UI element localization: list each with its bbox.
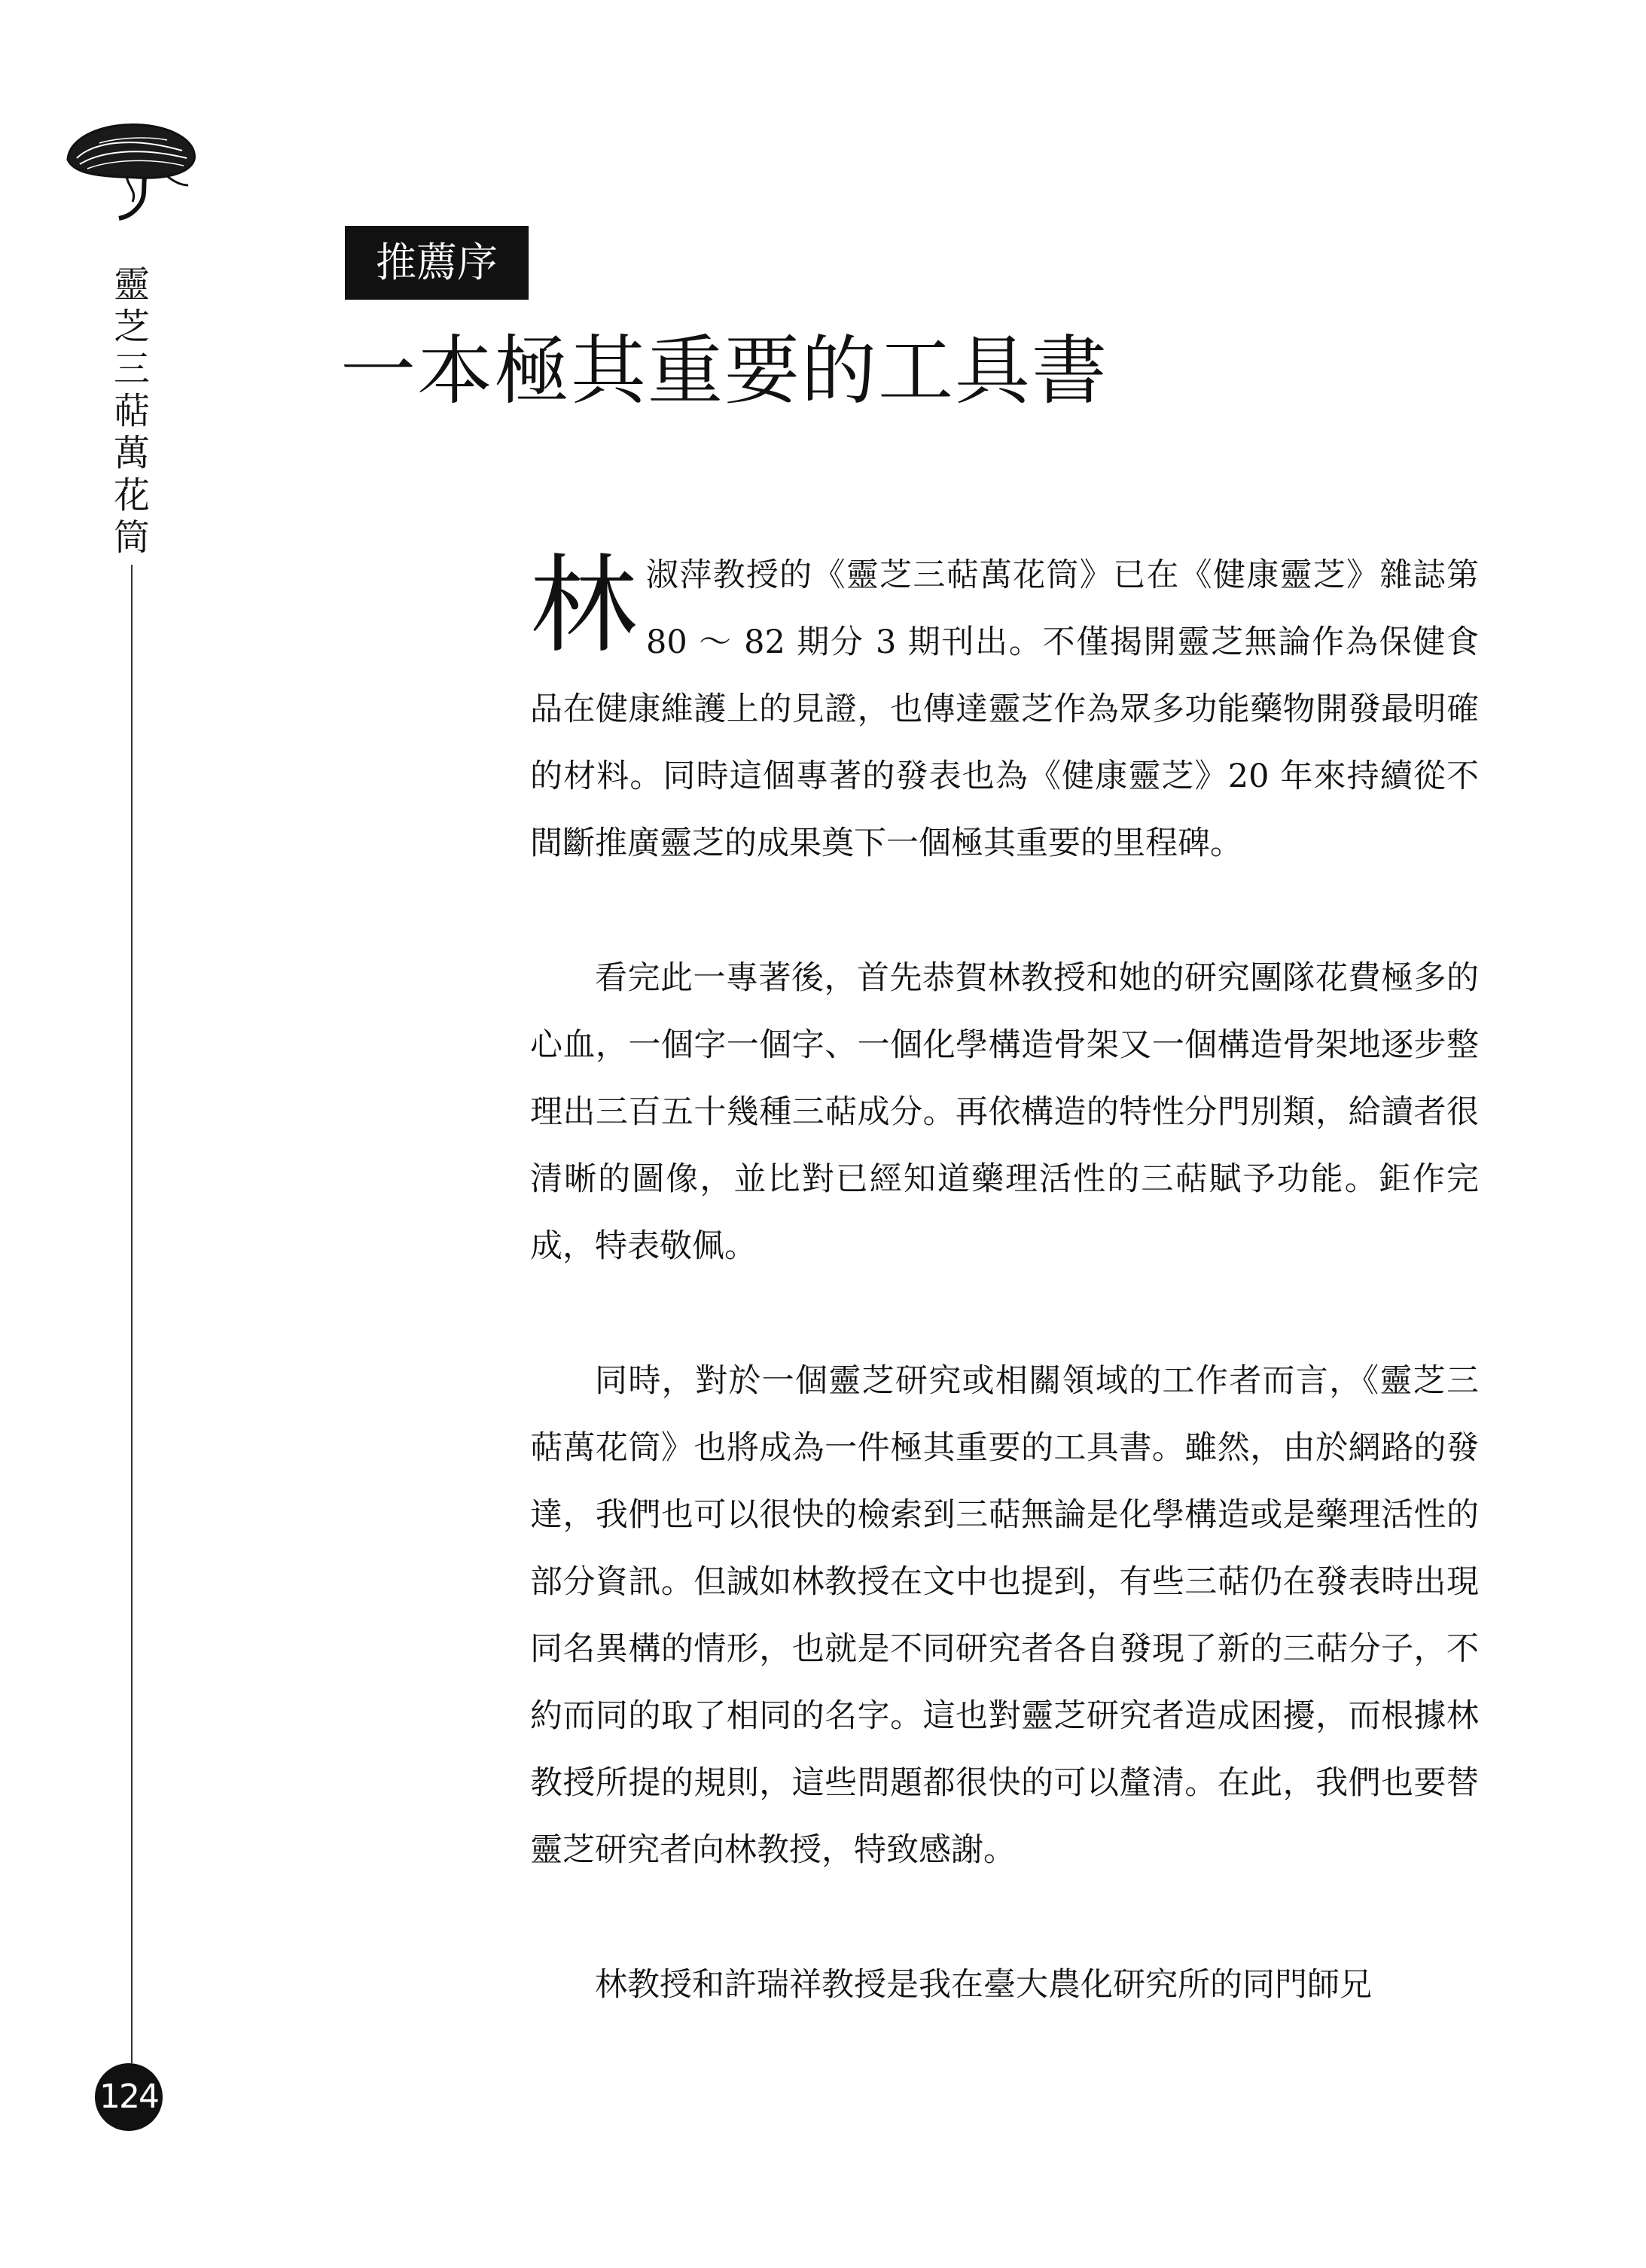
drop-cap: 林	[530, 544, 637, 668]
paragraph-1	[530, 542, 1479, 877]
paragraph-3: 同時，對於一個靈芝研究或相關領域的工作者而言，《靈芝三萜萬花筒》也將成為一件極其重要的工具書。雖然，由於網路的發達，我們也可以很快的檢索到三萜無論是化學構造或是藥理活性的部分資訊。但誠如林教授在文中也提到，有些三萜仍在發表時出現同名異構的情形，也就是不同研究者各自發現了新的三萜分子，不約而同的取了相同的名字。這也對靈芝研究者造成困擾，而根據林教授所提的規則，這些問題都很快的可以釐清。在此，我們也要替靈芝研究者向林教授，特致感謝。	[530, 1362, 1479, 1869]
page-title: 一本極其重要的工具書	[340, 327, 1108, 415]
paragraph-2: 看完此一專著後，首先恭賀林教授和她的研究團隊花費極多的心血，一個字一個字、一個化學構造骨架又一個構造骨架地逐步整理出三百五十幾種三萜成分。再依構造的特性分門別類，給讀者很清晰的圖像，並比對已經知道藥理活性的三萜賦予功能。鉅作完成，特表敬佩。	[530, 959, 1479, 1265]
margin-rule	[131, 565, 133, 2063]
paragraph-4: 林教授和許瑞祥教授是我在臺大農化研究所的同門師兄	[595, 1966, 1372, 2004]
article-body	[530, 542, 1479, 2019]
paragraph-1-text: 淑萍教授的《靈芝三萜萬花筒》已在《健康靈芝》雜誌第 80 ～ 82 期分 3 期刊出。不僅揭開靈芝無論作為保健食品在健康維護上的見證，也傳達靈芝作為眾多功能藥物開發最明確的材料。同時這個專著的發表也為《健康靈芝》20 年來持續從不間斷推廣靈芝的成果奠下一個極其重要的里程碑。	[530, 556, 1479, 862]
page-number: 124	[95, 2063, 163, 2131]
reishi-mushroom-icon	[54, 113, 205, 233]
running-book-title: 靈芝三萜萬花筒	[113, 264, 150, 559]
section-tag: 推薦序	[345, 226, 529, 300]
